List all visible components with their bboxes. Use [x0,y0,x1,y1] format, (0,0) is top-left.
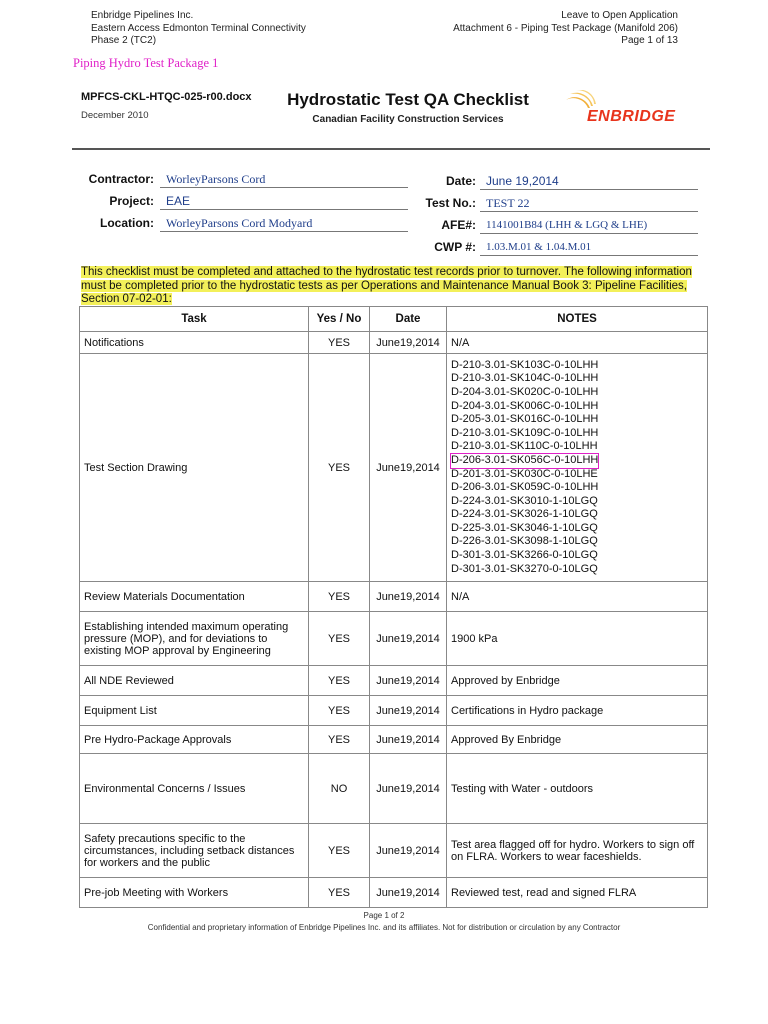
header-right [453,10,678,48]
notes-cell[interactable]: Certifications in Hydro package [447,696,708,726]
notes-cell[interactable]: N/A [447,582,708,612]
afe-label: AFE#: [441,218,476,232]
intro-text: This checklist must be completed and attached to the hydrostatic test records prior to turnover. The following information must be completed prior to the hydrostatic tests as per Operations and Maintenance Manual Book 3: Pipeline Facilities, Section 07-02-01: [81,266,692,305]
drawing-number: D-210-3.01-SK104C-0-10LHH [451,372,599,385]
date-cell[interactable]: June19,2014 [370,726,447,754]
header-phase: Phase 2 (TC2) [91,35,157,46]
header-date: Date [370,307,447,332]
drawing-number: D-210-3.01-SK103C-0-10LHH [451,358,599,371]
header-divider [72,148,710,150]
drawing-number: D-210-3.01-SK109C-0-10LHH [451,426,599,439]
document-id: MPFCS-CKL-HTQC-025-r00.docx [81,91,252,103]
test-number-field[interactable]: TEST 22 [480,196,698,212]
header-task: Task [80,307,309,332]
drawing-number: D-210-3.01-SK110C-0-10LHH [451,440,598,453]
header-application: Leave to Open Application [561,10,678,21]
date-cell[interactable]: June19,2014 [370,612,447,666]
notes-cell[interactable]: N/A [447,332,708,354]
location-label: Location: [100,216,154,230]
yes-no-cell[interactable]: YES [309,824,370,878]
drawing-number: D-224-3.01-SK3010-1-10LGQ [451,494,598,507]
notes-cell[interactable]: 1900 kPa [447,612,708,666]
drawing-number: D-205-3.01-SK016C-0-10LHH [451,413,599,426]
date-cell[interactable]: June19,2014 [370,354,447,582]
contractor-label: Contractor: [88,172,154,186]
footer-confidential: Confidential and proprietary information of Enbridge Pipelines Inc. and its affiliates. Not for distribution or circulation by any Contractor [147,923,621,932]
table-row [80,332,708,354]
drawing-number: D-301-3.01-SK3266-0-10LGQ [451,549,598,562]
date-cell[interactable]: June19,2014 [370,824,447,878]
yes-no-cell[interactable]: YES [309,696,370,726]
table-row [80,824,708,878]
task-cell: Test Section Drawing [80,354,309,582]
yes-no-cell[interactable]: YES [309,332,370,354]
contractor-field[interactable]: WorleyParsons Cord [160,172,408,188]
yes-no-cell[interactable]: NO [309,754,370,824]
date-cell[interactable]: June19,2014 [370,754,447,824]
drawing-number: D-226-3.01-SK3098-1-10LGQ [451,535,598,548]
drawing-number: D-301-3.01-SK3270-0-10LGQ [451,562,598,575]
notes-cell[interactable]: Testing with Water - outdoors [447,754,708,824]
task-cell: Notifications [80,332,309,354]
task-cell: Pre-job Meeting with Workers [80,878,309,908]
project-field[interactable]: EAE [160,194,408,210]
header-notes: NOTES [447,307,708,332]
header-project: Eastern Access Edmonton Terminal Connectivity [91,22,306,34]
table-row [80,878,708,908]
header-page: Page 1 of 13 [621,35,678,46]
header-company: Enbridge Pipelines Inc. [91,10,194,21]
drawing-number: D-204-3.01-SK020C-0-10LHH [451,385,599,398]
drawing-number: D-206-3.01-SK059C-0-10LHH [451,481,599,494]
project-label: Project: [109,194,154,208]
drawing-number-highlighted: D-206-3.01-SK056C-0-10LHH [451,453,599,466]
notes-cell[interactable] [447,354,708,582]
test-number-label: Test No.: [425,196,476,210]
location-field[interactable]: WorleyParsons Cord Modyard [160,216,408,232]
table-row [80,666,708,696]
cwp-field[interactable]: 1.03.M.01 & 1.04.M.01 [480,240,698,256]
task-cell: All NDE Reviewed [80,666,309,696]
date-cell[interactable]: June19,2014 [370,878,447,908]
header-attachment: Attachment 6 - Piping Test Package (Manifold 206) [453,22,678,34]
table-row [80,354,708,582]
notes-cell[interactable]: Approved by Enbridge [447,666,708,696]
task-cell: Safety precautions specific to the circumstances, including setback distances for workers and the public [80,824,309,878]
footer-page-number: Page 1 of 2 [363,911,405,920]
task-cell: Review Materials Documentation [80,582,309,612]
yes-no-cell[interactable]: YES [309,354,370,582]
date-cell[interactable]: June19,2014 [370,696,447,726]
notes-cell[interactable]: Reviewed test, read and signed FLRA [447,878,708,908]
yes-no-cell[interactable]: YES [309,726,370,754]
yes-no-cell[interactable]: YES [309,612,370,666]
document-date: December 2010 [81,110,149,121]
drawing-number: D-204-3.01-SK006C-0-10LHH [451,399,599,412]
task-cell: Equipment List [80,696,309,726]
date-cell[interactable]: June19,2014 [370,332,447,354]
date-cell[interactable]: June19,2014 [370,666,447,696]
date-cell[interactable]: June19,2014 [370,582,447,612]
table-row [80,612,708,666]
qa-checklist-table [79,306,708,908]
header-left [91,10,306,48]
task-cell: Establishing intended maximum operating pressure (MOP), and for deviations to existing MOP approval by Engineering [80,612,309,666]
task-cell: Environmental Concerns / Issues [80,754,309,824]
drawing-number: D-225-3.01-SK3046-1-10LGQ [451,521,598,534]
package-label: Piping Hydro Test Package 1 [73,56,219,70]
logo-wordmark: ENBRIDGE [587,108,676,125]
yes-no-cell[interactable]: YES [309,878,370,908]
notes-cell[interactable]: Test area flagged off for hydro. Workers to sign off on FLRA. Workers to wear faceshields. [447,824,708,878]
notes-cell[interactable]: Approved By Enbridge [447,726,708,754]
cwp-label: CWP #: [434,240,476,254]
table-row [80,696,708,726]
table-header-row [80,307,708,332]
table-row [80,582,708,612]
intro-instructions [81,266,706,307]
date-label: Date: [445,174,476,188]
yes-no-cell[interactable]: YES [309,666,370,696]
date-field[interactable]: June 19,2014 [480,174,698,190]
table-row [80,754,708,824]
table-row [80,726,708,754]
header-yes-no: Yes / No [309,307,370,332]
page-title: Hydrostatic Test QA Checklist [287,90,529,109]
drawing-number: D-224-3.01-SK3026-1-10LGQ [451,508,598,521]
yes-no-cell[interactable]: YES [309,582,370,612]
task-cell: Pre Hydro-Package Approvals [80,726,309,754]
page-subtitle: Canadian Facility Construction Services [312,114,504,125]
drawing-number: D-201-3.01-SK030C-0-10LHE [451,467,598,480]
afe-field[interactable]: 1141001B84 (LHH & LGQ & LHE) [480,218,698,234]
